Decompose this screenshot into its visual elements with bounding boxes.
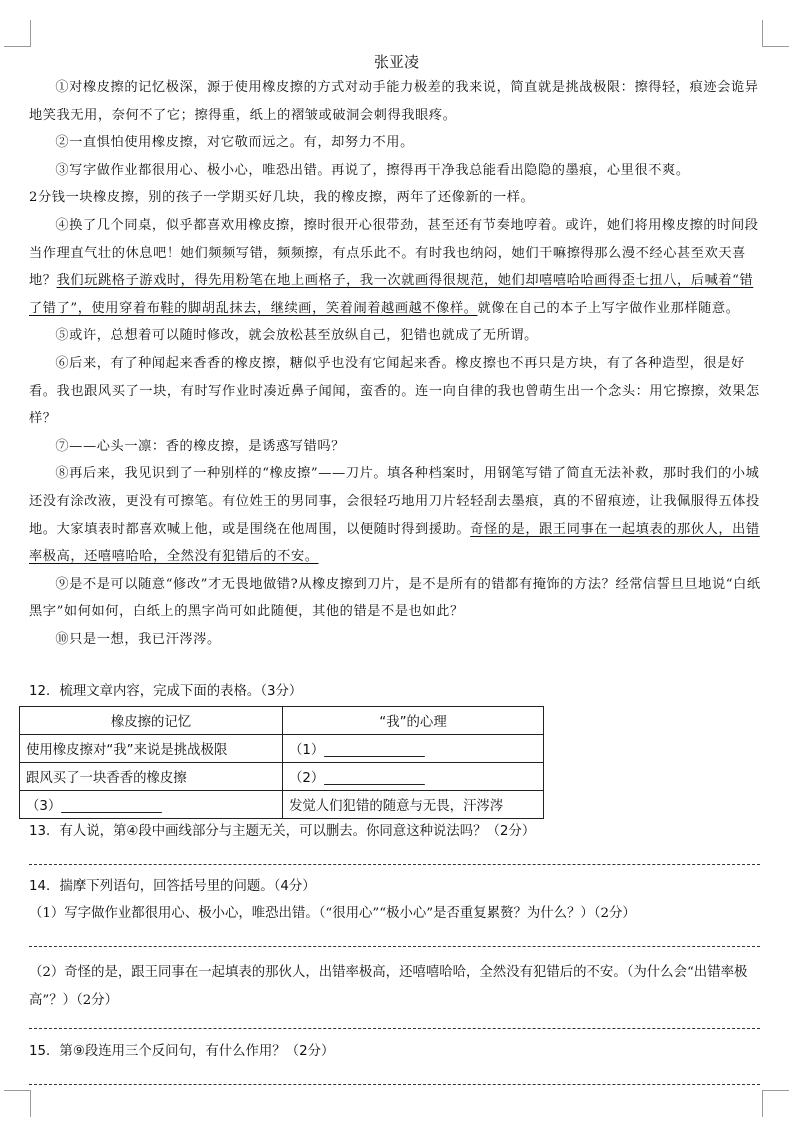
- answer-blank-3[interactable]: （3）_______________: [20, 791, 283, 819]
- question-14-title: 14．揣摩下列语句，回答括号里的问题。（4分）: [29, 879, 316, 894]
- paragraph-6: ⑥后来，有了种闻起来香香的橡皮擦，糖似乎也没有它闻起来香。橡皮擦也不再只是方块，有了各种造型，很是好看。我也跟风买了一块，有时写作业时凑近鼻子闻闻，蛮香的。连一向自律的我也曾萌生出一个念头：用它擦擦，效果怎样？: [29, 355, 760, 427]
- question-12-title: 12．梳理文章内容，完成下面的表格。（3分）: [29, 684, 303, 699]
- paragraph-7: ⑦——心头一凛：香的橡皮擦，是诱惑写错吗？: [55, 438, 345, 454]
- question-15: 15．第⑨段连用三个反问句，有什么作用？（2分）: [29, 1044, 335, 1059]
- paragraph-5: ⑤或许，总想着可以随时修改，就会放松甚至放纵自己，犯错也就成了无所谓。: [55, 328, 538, 344]
- answer-line-14-1[interactable]: [29, 946, 760, 947]
- table-cell: 发觉人们犯错的随意与无畏，汗涔涔: [283, 791, 544, 819]
- crop-mark-top-left: [4, 20, 31, 47]
- paragraph-3: ③写字做作业都很用心、极小心，唯恐出错。再说了，擦得再干净我总能看出隐隐的墨痕，心里很不爽。: [55, 162, 690, 178]
- table-header: 橡皮擦的记忆: [20, 707, 283, 735]
- table-header-row: [20, 707, 544, 735]
- question-14-part-1-text: （1）写字做作业都很用心、极小心，唯恐出错。（“很用心”“极小心”是否重复累赘？为什么？）（2分）: [29, 906, 636, 921]
- answer-line-13[interactable]: [29, 864, 760, 865]
- author-name: 张亚凌: [373, 53, 419, 71]
- table-row: [20, 763, 544, 791]
- paragraph-2: ②一直惧怕使用橡皮擦，对它敬而远之。有，却努力不用。: [55, 135, 414, 151]
- paragraph-3-continued: 2分钱一块橡皮擦，别的孩子一学期买好几块，我的橡皮擦，两年了还像新的一样。: [29, 190, 535, 206]
- answer-line-15[interactable]: [29, 1084, 760, 1085]
- table-cell: 使用橡皮擦对“我”来说是挑战极限: [20, 735, 283, 763]
- table-row: [20, 735, 544, 763]
- question-14-part-1: [29, 904, 769, 924]
- table-header: “我”的心理: [283, 707, 544, 735]
- paragraph-8-underlined: 奇怪的是，跟王同事在一起填表的那伙人，出错率极高，还嘻嘻哈哈，全然没有犯错后的不安。: [29, 521, 760, 565]
- crop-mark-bottom-left: [4, 1090, 31, 1117]
- article-body: [29, 74, 761, 653]
- question-14-part-2: [29, 959, 769, 1015]
- crop-mark-top-right: [762, 20, 789, 47]
- paragraph-4-underlined: 我们玩跳格子游戏时，得先用粉笔在地上画格子，我一次就画得很规范，她们却嘻嘻哈哈画得歪七扭八，后喊着“错了错了”，使用穿着布鞋的脚胡乱抹去，继续画，笑着闹着越画越不像样。: [29, 273, 754, 316]
- paragraph-4-lead: ④换了几个同桌，似乎都喜欢用橡皮擦，擦时很开心很带劲，甚至还有节奏地哼着。或许，她们将用橡皮擦的时间段当作理直气壮的休息吧！她们频频写错，频频擦，有点乐此不。有时我也纳闷，她们干嘛擦得那么漫不经心甚至欢天喜地？: [29, 217, 759, 289]
- paragraph-4-tail: 就像在自己的本子上写字做作业那样随意。: [477, 300, 740, 316]
- question-14-part-2-text: （2）奇怪的是，跟王同事在一起填表的那伙人，出错率极高，还嘻嘻哈哈，全然没有犯错后的不安。（为什么会“出错率极高”？）（2分）: [29, 965, 748, 1008]
- summary-table: [19, 706, 544, 819]
- table-row: [20, 791, 544, 819]
- answer-blank-2[interactable]: （2）_______________: [283, 763, 544, 791]
- answer-line-14-2[interactable]: [29, 1028, 760, 1029]
- paragraph-1: ①对橡皮擦的记忆极深，源于使用橡皮擦的方式对动手能力极差的我来说，简直就是挑战极限：擦得轻，痕迹会诡异地笑我无用，奈何不了它；擦得重，纸上的褶皱或破洞会刺得我眼疼。: [29, 80, 759, 123]
- table-cell: 跟风买了一块香香的橡皮擦: [20, 763, 283, 791]
- paragraph-10: ⑩只是一想，我已汗涔涔。: [55, 631, 221, 647]
- paragraph-9: ⑨是不是可以随意“修改”才无畏地做错?从橡皮擦到刀片，是不是所有的错都有掩饰的方法？经常信誓旦旦地说“白纸黑字”如何如何，白纸上的黑字尚可如此随便，其他的错是不是也如此？: [29, 576, 761, 620]
- crop-mark-bottom-right: [762, 1090, 789, 1117]
- paragraph-8-lead: ⑧再后来，我见识到了一种别样的“橡皮擦”——刀片。填各种档案时，用钢笔写错了简直无法补救，那时我们的小城还没有涂改液，更没有可擦笔。有位姓王的男同事，会很轻巧地用刀片轻轻刮去墨痕，真的不留痕迹，让我佩服得五体投地。大家填表时都喜欢喊上他，或是围绕在他周围，以便随时得到援助。: [29, 466, 760, 537]
- paragraph-8: [29, 460, 761, 570]
- paragraph-4: [29, 212, 761, 322]
- answer-blank-1[interactable]: （1）_______________: [283, 735, 544, 763]
- question-13: 13．有人说，第④段中画线部分与主题无关，可以删去。你同意这种说法吗？（2分）: [29, 824, 536, 839]
